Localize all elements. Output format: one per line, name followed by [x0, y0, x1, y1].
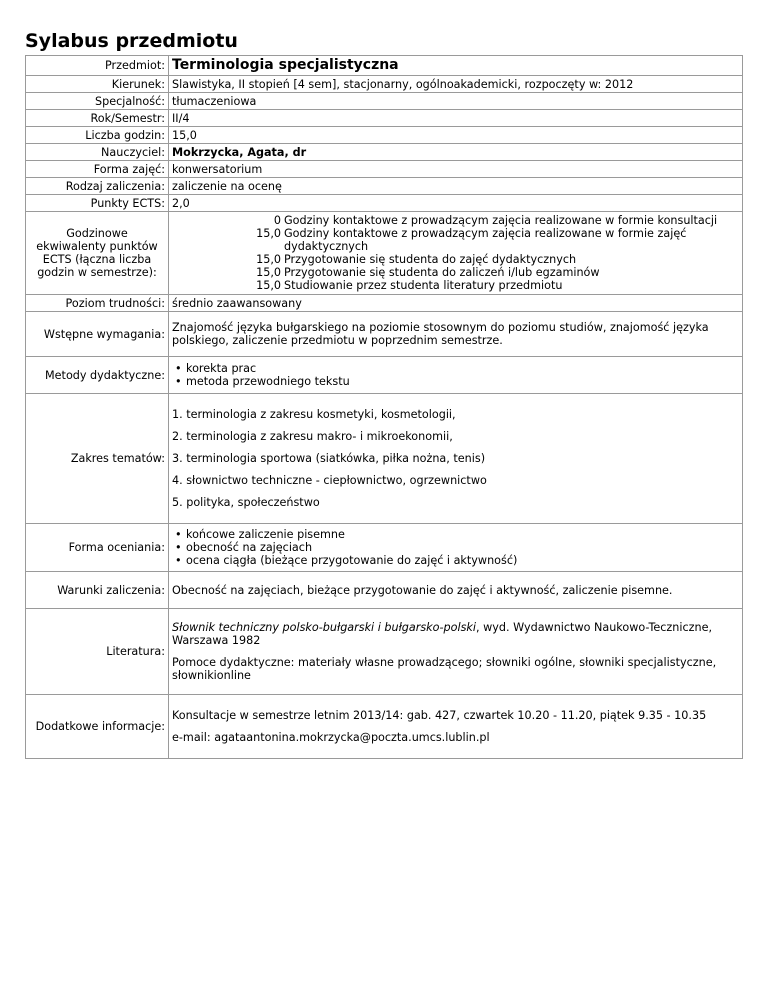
value-dodatkowe	[169, 695, 743, 759]
ects-hours: 15,0	[256, 279, 281, 292]
page-title: Sylabus przedmiotu	[25, 30, 238, 52]
row-przedmiot	[26, 56, 743, 76]
list-item: • ocena ciągła (bieżące przygotowanie do zajęć i aktywność)	[186, 554, 739, 567]
row-rodzaj-zaliczenia	[26, 178, 743, 195]
label-rok-semestr: Rok/Semestr:	[26, 110, 169, 127]
list-item: • metoda przewodniego tekstu	[186, 375, 739, 388]
value-metody	[169, 357, 743, 394]
value-liczba-godzin: 15,0	[169, 127, 743, 144]
book-title: Słownik techniczny polsko-bułgarski i bułgarsko-polski	[172, 621, 477, 634]
label-metody: Metody dydaktyczne:	[26, 357, 169, 394]
row-poziom	[26, 295, 743, 312]
literatura-pomoce: Pomoce dydaktyczne: materiały własne prowadzącego; słowniki ogólne, słowniki specjalistyczne, słownikionline	[172, 656, 717, 682]
row-liczba-godzin	[26, 127, 743, 144]
row-literatura	[26, 609, 743, 695]
ects-item	[172, 227, 739, 253]
ects-hours: 15,0	[256, 253, 281, 266]
metody-list	[172, 362, 739, 388]
ects-item	[172, 214, 739, 227]
value-punkty-ects: 2,0	[169, 195, 743, 212]
ects-text: Przygotowanie się studenta do zaliczeń i/lub egzaminów	[284, 266, 600, 279]
value-godzinowe	[169, 212, 743, 295]
label-godzinowe-line: Godzinowe	[66, 227, 128, 240]
value-przedmiot: Terminologia specjalistyczna	[169, 56, 743, 76]
ects-text: Przygotowanie się studenta do zajęć dydaktycznych	[284, 253, 577, 266]
konsultacje-text: Konsultacje w semestrze letnim 2013/14: gab. 427, czwartek 10.20 - 11.20, piątek 9.35 - 10.35	[172, 709, 707, 722]
topic-item: 1. terminologia z zakresu kosmetyki, kosmetologii,	[172, 408, 456, 421]
topic-item: 5. polityka, społeczeństwo	[172, 496, 320, 509]
row-warunki	[26, 572, 743, 609]
label-dodatkowe: Dodatkowe informacje:	[26, 695, 169, 759]
row-kierunek	[26, 76, 743, 93]
label-godzinowe	[26, 212, 169, 295]
label-godzinowe-line: godzin w semestrze):	[37, 266, 157, 279]
ects-hours: 15,0	[256, 266, 281, 279]
topic-item: 3. terminologia sportowa (siatkówka, piłka nożna, tenis)	[172, 452, 486, 465]
value-rodzaj-zaliczenia: zaliczenie na ocenę	[169, 178, 743, 195]
ects-hours: 0	[273, 214, 281, 227]
list-item: • końcowe zaliczenie pisemne	[186, 528, 739, 541]
row-godzinowe	[26, 212, 743, 295]
row-nauczyciel	[26, 144, 743, 161]
label-godzinowe-line: ECTS (łączna liczba	[42, 253, 152, 266]
value-poziom: średnio zaawansowany	[169, 295, 743, 312]
ects-item	[172, 266, 739, 279]
label-literatura: Literatura:	[26, 609, 169, 695]
ects-text: Godziny kontaktowe z prowadzącym zajęcia realizowane w formie zajęć dydaktycznych	[284, 227, 687, 253]
value-zakres	[169, 394, 743, 524]
ects-item	[172, 279, 739, 292]
label-warunki: Warunki zaliczenia:	[26, 572, 169, 609]
list-item: • obecność na zajęciach	[186, 541, 739, 554]
topic-item: 4. słownictwo techniczne - ciepłownictwo, ogrzewnictwo	[172, 474, 487, 487]
email-text: e-mail: agataantonina.mokrzycka@poczta.umcs.lublin.pl	[172, 731, 490, 744]
row-wymagania	[26, 312, 743, 357]
value-wymagania: Znajomość języka bułgarskiego na poziomie stosownym do poziomu studiów, znajomość języka polskiego, zaliczenie przedmiotu w poprzednim semestrze.	[169, 312, 743, 357]
syllabus-table	[25, 55, 743, 759]
label-kierunek: Kierunek:	[26, 76, 169, 93]
label-zakres: Zakres tematów:	[26, 394, 169, 524]
row-metody	[26, 357, 743, 394]
label-punkty-ects: Punkty ECTS:	[26, 195, 169, 212]
label-rodzaj-zaliczenia: Rodzaj zaliczenia:	[26, 178, 169, 195]
label-specjalnosc: Specjalność:	[26, 93, 169, 110]
book-details: , wyd. Wydawnictwo Naukowo-Teczniczne, Warszawa 1982	[172, 621, 713, 647]
value-nauczyciel: Mokrzycka, Agata, dr	[169, 144, 743, 161]
row-rok-semestr	[26, 110, 743, 127]
ects-item	[172, 253, 739, 266]
oceniania-list	[172, 528, 739, 567]
row-dodatkowe	[26, 695, 743, 759]
value-forma-zajec: konwersatorium	[169, 161, 743, 178]
literatura-book	[172, 621, 739, 647]
value-warunki: Obecność na zajęciach, bieżące przygotowanie do zajęć i aktywność, zaliczenie pisemne.	[169, 572, 743, 609]
label-przedmiot: Przedmiot:	[26, 56, 169, 76]
label-wymagania: Wstępne wymagania:	[26, 312, 169, 357]
ects-text: Godziny kontaktowe z prowadzącym zajęcia realizowane w formie konsultacji	[284, 214, 718, 227]
row-zakres	[26, 394, 743, 524]
row-forma-zajec	[26, 161, 743, 178]
value-forma-oceniania	[169, 524, 743, 572]
list-item: • korekta prac	[186, 362, 739, 375]
row-specjalnosc	[26, 93, 743, 110]
value-rok-semestr: II/4	[169, 110, 743, 127]
label-forma-zajec: Forma zajęć:	[26, 161, 169, 178]
label-liczba-godzin: Liczba godzin:	[26, 127, 169, 144]
label-nauczyciel: Nauczyciel:	[26, 144, 169, 161]
value-specjalnosc: tłumaczeniowa	[169, 93, 743, 110]
row-forma-oceniania	[26, 524, 743, 572]
label-forma-oceniania: Forma oceniania:	[26, 524, 169, 572]
label-poziom: Poziom trudności:	[26, 295, 169, 312]
ects-hours: 15,0	[256, 227, 281, 240]
ects-text: Studiowanie przez studenta literatury przedmiotu	[284, 279, 563, 292]
topic-item: 2. terminologia z zakresu makro- i mikroekonomii,	[172, 430, 453, 443]
value-literatura	[169, 609, 743, 695]
row-punkty-ects	[26, 195, 743, 212]
value-kierunek: Slawistyka, II stopień [4 sem], stacjonarny, ogólnoakademicki, rozpoczęty w: 2012	[169, 76, 743, 93]
label-godzinowe-line: ekwiwalenty punktów	[36, 240, 158, 253]
